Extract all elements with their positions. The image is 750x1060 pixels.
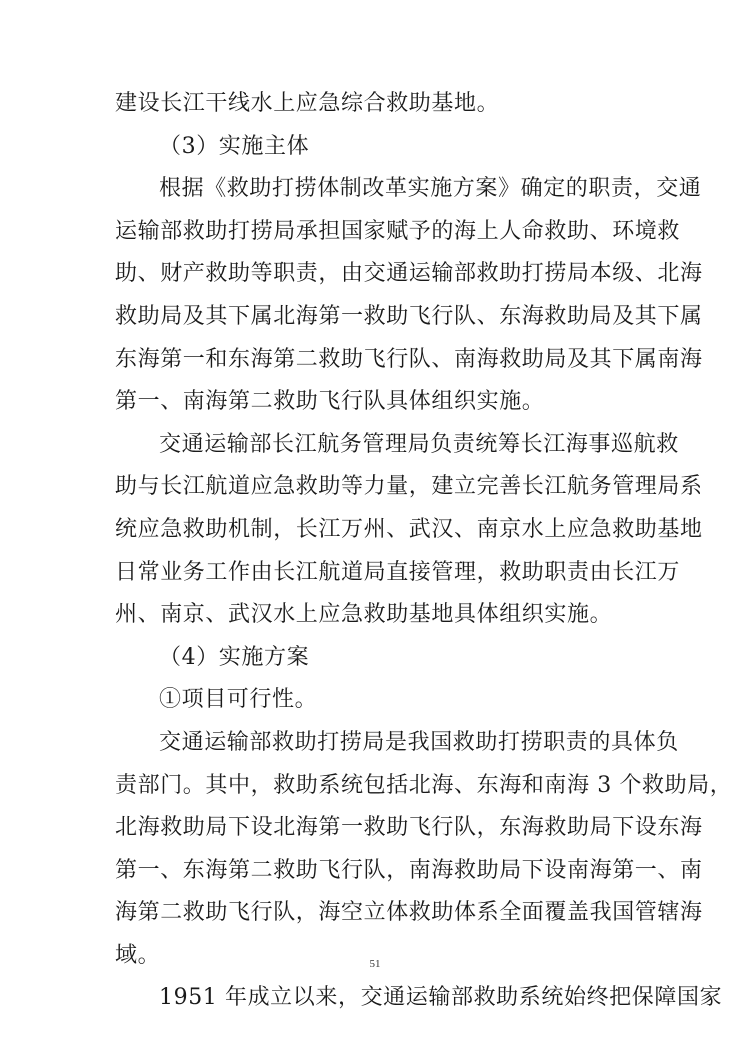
text-line: 第一、东海第二救助飞行队，南海救助局下设南海第一、南	[115, 857, 703, 883]
text-line: 根据《救助打捞体制改革实施方案》确定的职责，交通	[159, 176, 702, 202]
text-line: ①项目可行性。	[159, 687, 318, 713]
text-line: 助、财产救助等职责，由交通运输部救助打捞局本级、北海	[115, 261, 703, 287]
text-line: （3）实施主体	[159, 133, 310, 159]
text-line: 域。	[115, 942, 161, 968]
text-line: 救助局及其下属北海第一救助飞行队、东海救助局及其下属	[115, 303, 703, 329]
text-line: 责部门。其中，救助系统包括北海、东海和南海 3 个救助局，	[115, 772, 733, 798]
text-line: 州、南京、武汉水上应急救助基地具体组织实施。	[115, 602, 613, 628]
text-line: 助与长江航道应急救助等力量，建立完善长江航务管理局系	[115, 474, 703, 500]
text-line: 1951 年成立以来，交通运输部救助系统始终把保障国家	[159, 985, 723, 1011]
text-line: 北海救助局下设北海第一救助飞行队，东海救助局下设东海	[115, 815, 703, 841]
page-number: 51	[369, 958, 381, 970]
text-line: 统应急救助机制，长江万州、武汉、南京水上应急救助基地	[115, 516, 703, 542]
text-line: 交通运输部长江航务管理局负责统筹长江海事巡航救	[159, 431, 679, 457]
text-line: 建设长江干线水上应急综合救助基地。	[115, 91, 500, 116]
text-line: 东海第一和东海第二救助飞行队、南海救助局及其下属南海	[115, 346, 703, 372]
text-line: 运输部救助打捞局承担国家赋予的海上人命救助、环境救	[115, 218, 681, 244]
text-line: 交通运输部救助打捞局是我国救助打捞职责的具体负	[159, 729, 679, 755]
text-line: 第一、南海第二救助飞行队具体组织实施。	[115, 389, 545, 415]
document-body	[115, 83, 733, 1020]
text-line: 日常业务工作由长江航道局直接管理，救助职责由长江万	[115, 559, 681, 585]
text-line: 海第二救助飞行队，海空立体救助体系全面覆盖我国管辖海	[115, 900, 703, 926]
text-line: （4）实施方案	[159, 644, 310, 670]
